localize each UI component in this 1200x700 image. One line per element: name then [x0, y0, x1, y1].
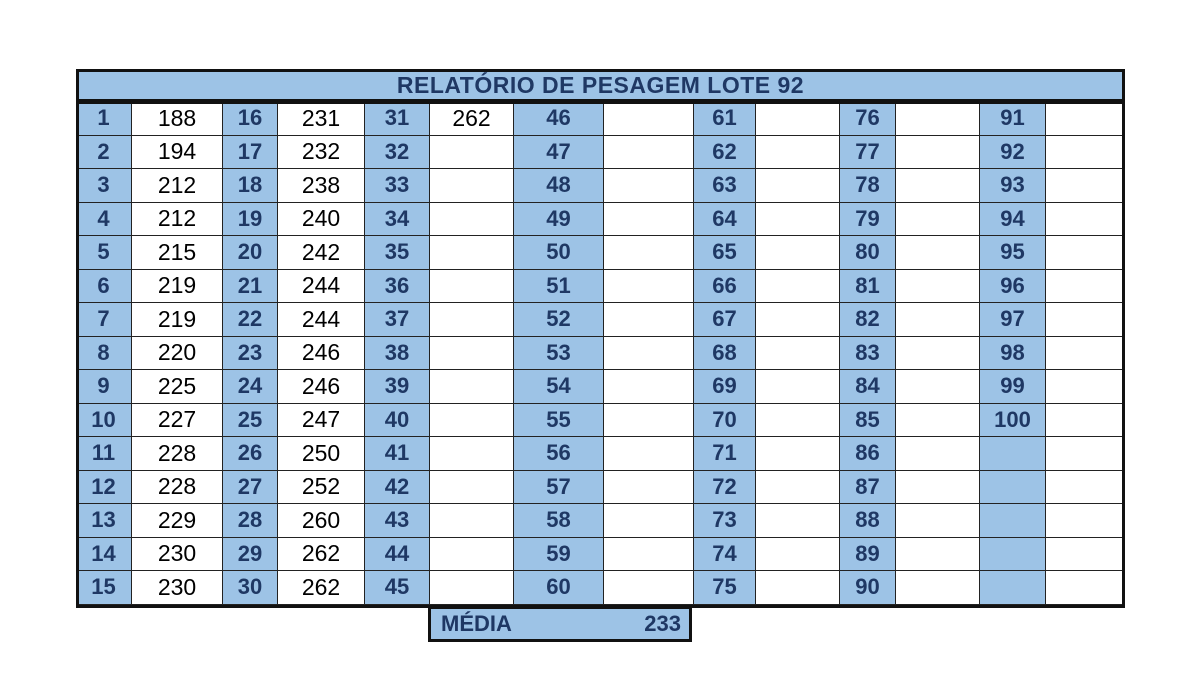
- entry-index: 69: [694, 370, 756, 404]
- entry-weight: [896, 270, 980, 304]
- entry-index: 78: [840, 169, 896, 203]
- entry-weight: 232: [278, 136, 365, 170]
- entry-index: 11: [76, 437, 132, 471]
- entry-weight: 262: [278, 538, 365, 572]
- average-value: 233: [644, 611, 681, 636]
- entry-weight: [604, 270, 694, 304]
- entry-weight: 230: [132, 538, 223, 572]
- entry-index: 84: [840, 370, 896, 404]
- entry-weight: [604, 370, 694, 404]
- entry-weight: [1046, 203, 1125, 237]
- entry-index: 20: [223, 236, 278, 270]
- entry-index: 22: [223, 303, 278, 337]
- entry-index: 3: [76, 169, 132, 203]
- entry-index: 23: [223, 337, 278, 371]
- entry-weight: [1046, 337, 1125, 371]
- entry-weight: [756, 471, 840, 505]
- entry-index: 49: [514, 203, 604, 237]
- entry-index: 46: [514, 102, 604, 136]
- entry-weight: [896, 169, 980, 203]
- entry-index: 47: [514, 136, 604, 170]
- entry-index: 86: [840, 437, 896, 471]
- entry-weight: [896, 102, 980, 136]
- entry-weight: [756, 203, 840, 237]
- entry-index: [980, 471, 1046, 505]
- entry-index: 88: [840, 504, 896, 538]
- entry-weight: 244: [278, 270, 365, 304]
- entry-index: 82: [840, 303, 896, 337]
- entry-index: 58: [514, 504, 604, 538]
- entry-index: 43: [365, 504, 430, 538]
- entry-index: 32: [365, 136, 430, 170]
- entry-weight: [1046, 538, 1125, 572]
- entry-weight: 230: [132, 571, 223, 605]
- entry-index: 96: [980, 270, 1046, 304]
- entry-index: 89: [840, 538, 896, 572]
- entry-weight: [896, 538, 980, 572]
- entry-index: 4: [76, 203, 132, 237]
- entry-weight: [896, 571, 980, 605]
- entry-index: 28: [223, 504, 278, 538]
- entry-index: [980, 504, 1046, 538]
- entry-index: 7: [76, 303, 132, 337]
- entry-weight: [430, 169, 514, 203]
- entry-weight: [1046, 471, 1125, 505]
- entry-weight: [1046, 404, 1125, 438]
- entry-weight: [1046, 370, 1125, 404]
- entry-weight: 250: [278, 437, 365, 471]
- entry-index: 13: [76, 504, 132, 538]
- entry-weight: [604, 236, 694, 270]
- entry-weight: [896, 203, 980, 237]
- entry-index: [980, 538, 1046, 572]
- entry-weight: 212: [132, 203, 223, 237]
- entry-weight: [756, 270, 840, 304]
- entry-weight: 219: [132, 303, 223, 337]
- entry-index: 50: [514, 236, 604, 270]
- entry-weight: 220: [132, 337, 223, 371]
- entry-weight: [604, 169, 694, 203]
- entry-index: 61: [694, 102, 756, 136]
- entry-index: 55: [514, 404, 604, 438]
- entry-weight: 225: [132, 370, 223, 404]
- entry-weight: [604, 504, 694, 538]
- entry-weight: 238: [278, 169, 365, 203]
- entry-index: 39: [365, 370, 430, 404]
- entry-weight: [430, 437, 514, 471]
- entry-index: 74: [694, 538, 756, 572]
- entry-index: 57: [514, 471, 604, 505]
- entry-weight: 260: [278, 504, 365, 538]
- entry-weight: [430, 370, 514, 404]
- entry-weight: 246: [278, 337, 365, 371]
- entry-index: 16: [223, 102, 278, 136]
- entry-index: 56: [514, 437, 604, 471]
- entry-weight: [604, 471, 694, 505]
- entry-weight: [1046, 504, 1125, 538]
- entry-index: 51: [514, 270, 604, 304]
- entry-index: [980, 571, 1046, 605]
- entry-index: 12: [76, 471, 132, 505]
- entry-weight: [756, 437, 840, 471]
- entry-index: 79: [840, 203, 896, 237]
- entry-index: 92: [980, 136, 1046, 170]
- entry-weight: [756, 504, 840, 538]
- entry-index: 14: [76, 538, 132, 572]
- entry-index: 98: [980, 337, 1046, 371]
- entry-index: 93: [980, 169, 1046, 203]
- entry-index: 70: [694, 404, 756, 438]
- entry-index: 44: [365, 538, 430, 572]
- entry-index: 54: [514, 370, 604, 404]
- entry-index: 24: [223, 370, 278, 404]
- entry-index: 95: [980, 236, 1046, 270]
- entry-index: 6: [76, 270, 132, 304]
- entry-index: 77: [840, 136, 896, 170]
- entry-weight: 247: [278, 404, 365, 438]
- entry-weight: [1046, 571, 1125, 605]
- entry-weight: [430, 538, 514, 572]
- entry-weight: [430, 337, 514, 371]
- entry-weight: [1046, 270, 1125, 304]
- entry-weight: 212: [132, 169, 223, 203]
- entry-index: 66: [694, 270, 756, 304]
- entry-weight: [1046, 102, 1125, 136]
- entry-weight: [1046, 303, 1125, 337]
- entry-weight: 228: [132, 437, 223, 471]
- entry-index: 63: [694, 169, 756, 203]
- average-label: MÉDIA: [441, 611, 512, 636]
- entry-weight: 188: [132, 102, 223, 136]
- entry-weight: 229: [132, 504, 223, 538]
- entry-index: 9: [76, 370, 132, 404]
- entry-weight: [430, 504, 514, 538]
- entry-weight: [430, 404, 514, 438]
- entry-index: 99: [980, 370, 1046, 404]
- entry-index: 35: [365, 236, 430, 270]
- entry-index: 41: [365, 437, 430, 471]
- entry-weight: 231: [278, 102, 365, 136]
- entry-index: 73: [694, 504, 756, 538]
- entry-weight: 242: [278, 236, 365, 270]
- entry-index: 15: [76, 571, 132, 605]
- entry-weight: [756, 538, 840, 572]
- entry-weight: 194: [132, 136, 223, 170]
- entry-index: 48: [514, 169, 604, 203]
- entry-weight: 227: [132, 404, 223, 438]
- entry-weight: [604, 203, 694, 237]
- entry-index: 75: [694, 571, 756, 605]
- entry-weight: [896, 337, 980, 371]
- entry-index: 87: [840, 471, 896, 505]
- entry-weight: [430, 471, 514, 505]
- entry-weight: 252: [278, 471, 365, 505]
- entry-index: 8: [76, 337, 132, 371]
- entry-index: 71: [694, 437, 756, 471]
- entry-weight: 262: [430, 102, 514, 136]
- entry-weight: [1046, 169, 1125, 203]
- entry-weight: [1046, 136, 1125, 170]
- entry-index: 18: [223, 169, 278, 203]
- entry-index: 30: [223, 571, 278, 605]
- entry-index: 5: [76, 236, 132, 270]
- entry-index: 34: [365, 203, 430, 237]
- entry-index: 2: [76, 136, 132, 170]
- entry-index: 97: [980, 303, 1046, 337]
- entry-weight: [896, 437, 980, 471]
- entry-index: 38: [365, 337, 430, 371]
- entry-weight: [604, 136, 694, 170]
- entry-weight: [604, 337, 694, 371]
- entry-weight: [756, 236, 840, 270]
- entry-weight: 219: [132, 270, 223, 304]
- entry-index: 81: [840, 270, 896, 304]
- entry-index: 26: [223, 437, 278, 471]
- entry-index: 59: [514, 538, 604, 572]
- average-box: [428, 608, 692, 642]
- entry-index: 52: [514, 303, 604, 337]
- entry-index: 53: [514, 337, 604, 371]
- entry-index: 1: [76, 102, 132, 136]
- entry-index: 83: [840, 337, 896, 371]
- entry-weight: [430, 203, 514, 237]
- entry-index: 37: [365, 303, 430, 337]
- entry-weight: [756, 404, 840, 438]
- entry-weight: [756, 303, 840, 337]
- entry-weight: [430, 236, 514, 270]
- entry-weight: [430, 270, 514, 304]
- entry-weight: 228: [132, 471, 223, 505]
- entry-index: 25: [223, 404, 278, 438]
- entry-index: 27: [223, 471, 278, 505]
- entry-index: 42: [365, 471, 430, 505]
- entry-weight: [604, 102, 694, 136]
- entry-index: 19: [223, 203, 278, 237]
- entry-weight: [756, 370, 840, 404]
- entry-index: 40: [365, 404, 430, 438]
- entry-index: 85: [840, 404, 896, 438]
- entry-index: 91: [980, 102, 1046, 136]
- entry-weight: [430, 571, 514, 605]
- entry-weight: [756, 102, 840, 136]
- entry-weight: [604, 538, 694, 572]
- entry-index: 21: [223, 270, 278, 304]
- entry-index: 29: [223, 538, 278, 572]
- entry-weight: [1046, 236, 1125, 270]
- entry-index: [980, 437, 1046, 471]
- entry-index: 60: [514, 571, 604, 605]
- entry-index: 67: [694, 303, 756, 337]
- entry-weight: [896, 471, 980, 505]
- report-title: RELATÓRIO DE PESAGEM LOTE 92: [76, 69, 1125, 102]
- entry-weight: 262: [278, 571, 365, 605]
- entry-weight: [896, 136, 980, 170]
- entry-weight: [756, 337, 840, 371]
- entry-weight: [756, 136, 840, 170]
- entry-weight: [896, 504, 980, 538]
- entry-weight: [896, 404, 980, 438]
- entry-index: 10: [76, 404, 132, 438]
- entry-index: 62: [694, 136, 756, 170]
- entry-index: 100: [980, 404, 1046, 438]
- entry-weight: [604, 303, 694, 337]
- entry-weight: [604, 571, 694, 605]
- entry-index: 65: [694, 236, 756, 270]
- entry-weight: [1046, 437, 1125, 471]
- entry-weight: 240: [278, 203, 365, 237]
- entry-index: 36: [365, 270, 430, 304]
- entry-index: 94: [980, 203, 1046, 237]
- entry-index: 33: [365, 169, 430, 203]
- entry-weight: 244: [278, 303, 365, 337]
- entry-index: 45: [365, 571, 430, 605]
- entry-weight: [430, 303, 514, 337]
- entry-index: 90: [840, 571, 896, 605]
- entry-weight: [756, 571, 840, 605]
- entry-index: 72: [694, 471, 756, 505]
- entry-weight: [604, 437, 694, 471]
- entry-weight: [896, 370, 980, 404]
- entry-weight: 215: [132, 236, 223, 270]
- entry-index: 31: [365, 102, 430, 136]
- entry-index: 17: [223, 136, 278, 170]
- entry-weight: [756, 169, 840, 203]
- entry-index: 68: [694, 337, 756, 371]
- entry-index: 80: [840, 236, 896, 270]
- entry-weight: 246: [278, 370, 365, 404]
- entry-weight: [896, 236, 980, 270]
- entry-index: 64: [694, 203, 756, 237]
- entry-weight: [896, 303, 980, 337]
- entry-weight: [604, 404, 694, 438]
- entry-index: 76: [840, 102, 896, 136]
- entry-weight: [430, 136, 514, 170]
